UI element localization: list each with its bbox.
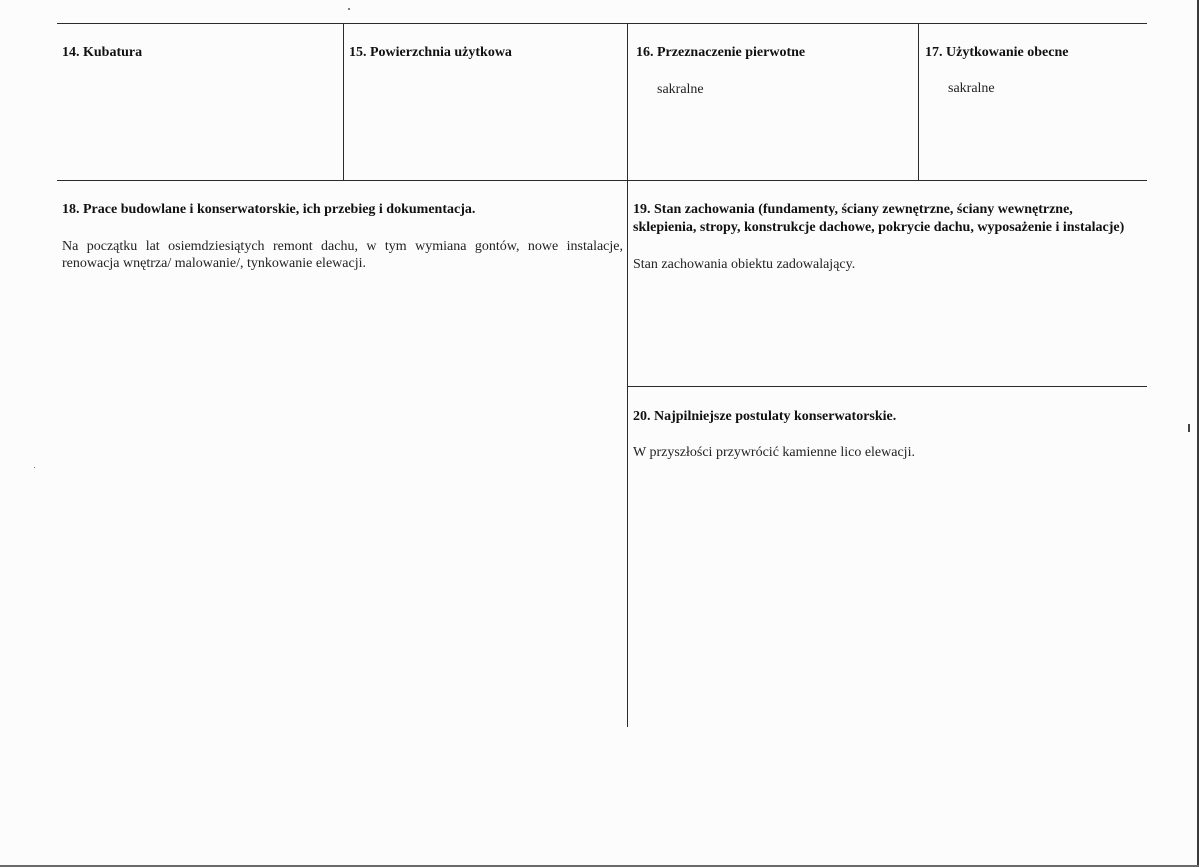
- cell-uzytkowanie: [925, 44, 1141, 97]
- divider-14-15: [343, 23, 344, 180]
- cell-20-heading: 20. Najpilniejsze postulaty konserwatorskie.: [633, 409, 897, 424]
- top-rule: [57, 23, 1147, 24]
- cell-19-value: Stan zachowania obiektu zadowalający.: [633, 257, 856, 272]
- cell-19-heading: 19. Stan zachowania (fundamenty, ściany zewnętrzne, ściany wewnętrzne, sklepienia, stropy, konstrukcje dachowe, pokrycie dachu, wyposażenie i instalacje): [633, 202, 1125, 235]
- scan-speck: [34, 467, 35, 468]
- cell-postulaty: [633, 408, 1133, 461]
- cell-stan-zachowania: [633, 201, 1129, 273]
- cell-18-value: Na początku lat osiemdziesiątych remont dachu, w tym wymiana gontów, nowe instalacje, renowacja wnętrza/ malowanie/, tynkowanie elewacji.: [62, 239, 623, 271]
- divider-15-16: [627, 23, 628, 180]
- cell-17-value: sakralne: [948, 81, 995, 96]
- cell-14-heading: 14. Kubatura: [62, 45, 143, 60]
- divider-18-19: [627, 180, 628, 727]
- scan-speck: [348, 8, 350, 10]
- cell-prace-budowlane: [62, 201, 623, 272]
- scan-speck: [1188, 424, 1190, 432]
- divider-16-17: [918, 23, 919, 180]
- row-divider: [57, 180, 1147, 181]
- cell-17-heading: 17. Użytkowanie obecne: [925, 45, 1069, 60]
- cell-powierzchnia: [349, 44, 621, 62]
- cell-16-heading: 16. Przeznaczenie pierwotne: [636, 45, 806, 60]
- cell19-20-divider: [627, 386, 1147, 387]
- cell-16-value: sakralne: [657, 82, 704, 97]
- cell-18-heading: 18. Prace budowlane i konserwatorskie, ich przebieg i dokumentacja.: [62, 202, 476, 217]
- cell-przeznaczenie: [636, 44, 912, 98]
- cell-20-value: W przyszłości przywrócić kamienne lico elewacji.: [633, 445, 915, 460]
- cell-15-heading: 15. Powierzchnia użytkowa: [349, 45, 512, 60]
- cell-kubatura: [62, 44, 338, 62]
